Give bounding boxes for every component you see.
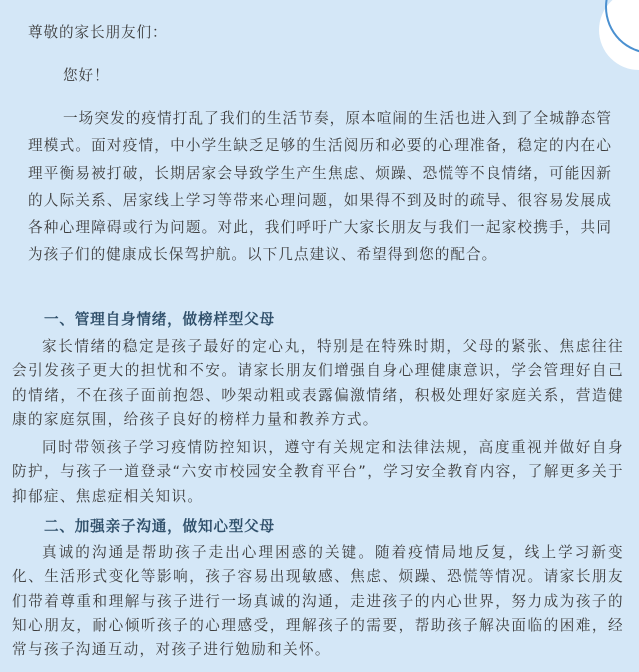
section-heading: 二、加强亲子沟通，做知心型父母: [44, 518, 275, 535]
section-paragraph: 真诚的沟通是帮助孩子走出心理困惑的关键。随着疫情局地反复，线上学习新变化、生活形式变化等影响，孩子容易出现敏感、焦虑、烦躁、恐慌等情况。请家长朋友们带着尊重和理解与孩子进行一场真诚的沟通，走进孩子的内心世界，努力成为孩子的知心朋友，耐心倾听孩子的心理感受，理解孩子的需要，帮助孩子解决面临的困难，经常与孩子沟通互动，对孩子进行勉励和关怀。: [12, 544, 624, 659]
section-paragraph: 同时带领孩子学习疫情防控知识，遵守有关规定和法律法规，高度重视并做好自身防护，与孩子一道登录“六安市校园安全教育平台”，学习安全教育内容，了解更多关于抑郁症、焦虑症相关知识。: [12, 439, 624, 505]
section-heading: 一、管理自身情绪，做榜样型父母: [44, 311, 275, 328]
greeting: 您好！: [63, 67, 110, 84]
section-manage-emotions: [12, 309, 624, 509]
salutation: 尊敬的家长朋友们：: [28, 24, 168, 41]
intro-paragraph: 一场突发的疫情打乱了我们的生活节奏，原本喧闹的生活也进入到了全城静态管理模式。面对疫情，中小学生缺乏足够的生活阅历和必要的心理准备，稳定的内在心理平衡易被打破，长期居家会导致学生产生焦虑、烦躁、恐慌等不良情绪，可能因新的人际关系、居家线上学习等带来心理问题，如果得不到及时的疏导、很容易发展成各种心理障碍或行为问题。对此，我们呼吁广大家长朋友与我们一起家校携手，共同为孩子们的健康成长保驾护航。以下几点建议、希望得到您的配合。: [28, 110, 612, 264]
section-parent-communication: [12, 516, 624, 662]
section-paragraph: 家长情绪的稳定是孩子最好的定心丸，特别是在特殊时期，父母的紧张、焦虑往往会引发孩子更大的担忧和不安。请家长朋友们增强自身心理健康意识，学会管理好自己的情绪，不在孩子面前抱怨、吵架动粗或表露偏激情绪，积极处理好家庭关系，营造健康的家庭氛围，给孩子良好的榜样力量和教养方式。: [12, 338, 624, 428]
